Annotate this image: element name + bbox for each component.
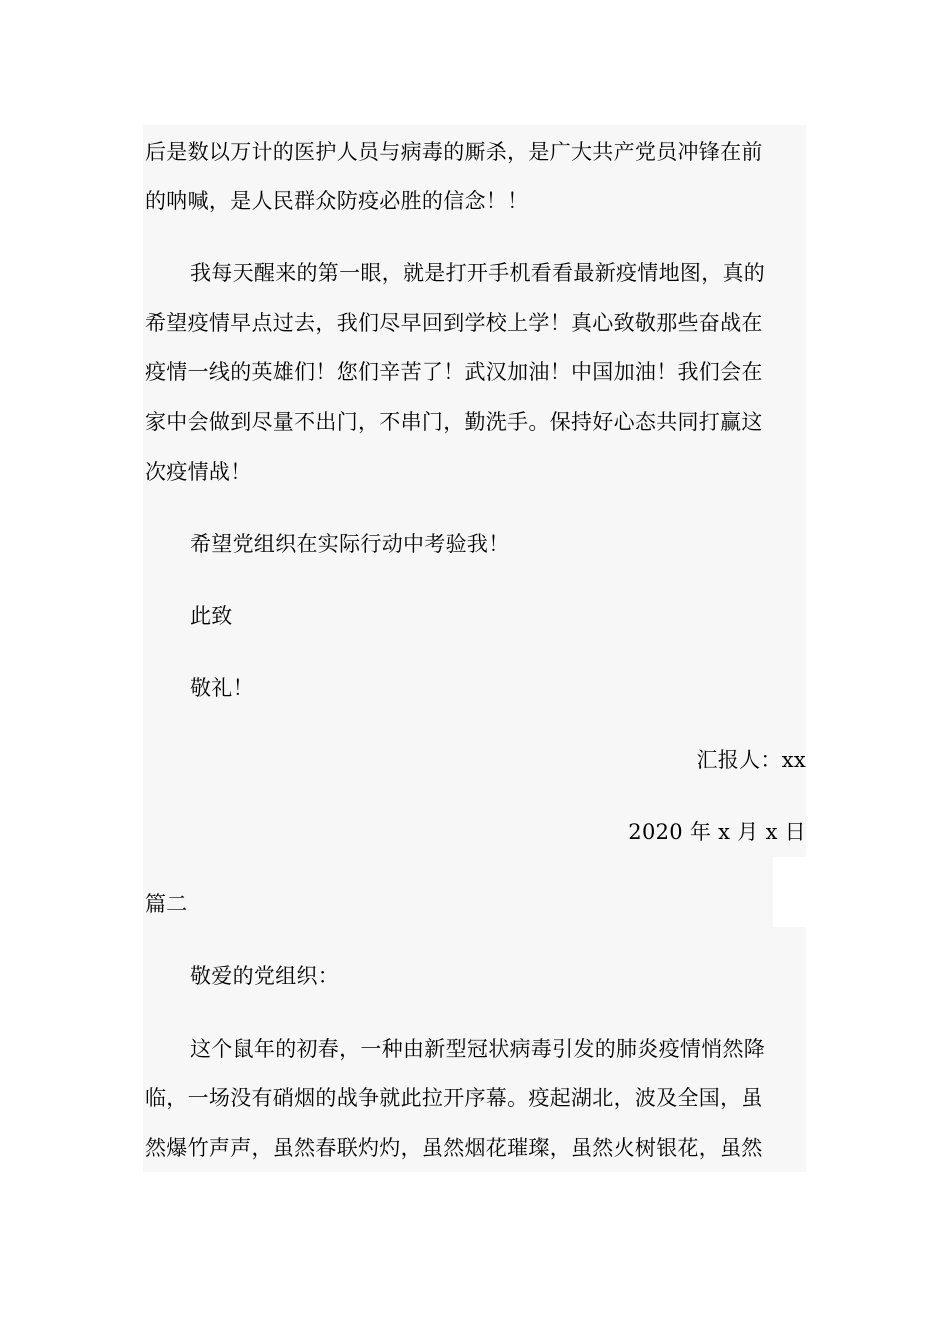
- page-margin-patch: [773, 857, 806, 927]
- body-text-line: 希望党组织在实际行动中考验我！: [190, 532, 510, 556]
- closing-text: 敬礼！: [190, 676, 254, 700]
- reporter-signature: 汇报人：xx: [696, 748, 806, 772]
- section-heading: 篇二: [145, 892, 188, 916]
- body-text-line: 这个鼠年的初春，一种由新型冠状病毒引发的肺炎疫情悄然降: [190, 1037, 766, 1061]
- report-date: 2020 年 x 月 x 日: [628, 820, 806, 844]
- body-text-line: 的呐喊，是人民群众防疫必胜的信念！！: [145, 189, 529, 213]
- body-text-line: 疫情一线的英雄们！您们辛苦了！武汉加油！中国加油！我们会在: [145, 360, 763, 384]
- salutation: 敬爱的党组织：: [190, 964, 340, 988]
- page-background-bottom: [143, 857, 806, 1172]
- body-text-line: 然爆竹声声，虽然春联灼灼，虽然烟花璀璨，虽然火树银花，虽然: [145, 1136, 763, 1160]
- body-text-line: 我每天醒来的第一眼，就是打开手机看看最新疫情地图，真的: [190, 261, 766, 285]
- closing-text: 此致: [190, 604, 233, 628]
- body-text-line: 家中会做到尽量不出门，不串门，勤洗手。保持好心态共同打赢这: [145, 410, 763, 434]
- body-text-line: 临，一场没有硝烟的战争就此拉开序幕。疫起湖北，波及全国，虽: [145, 1086, 763, 1110]
- body-text-line: 次疫情战！: [145, 460, 252, 484]
- body-text-line: 后是数以万计的医护人员与病毒的厮杀，是广大共产党员冲锋在前: [145, 140, 763, 164]
- body-text-line: 希望疫情早点过去，我们尽早回到学校上学！真心致敬那些奋战在: [145, 311, 763, 335]
